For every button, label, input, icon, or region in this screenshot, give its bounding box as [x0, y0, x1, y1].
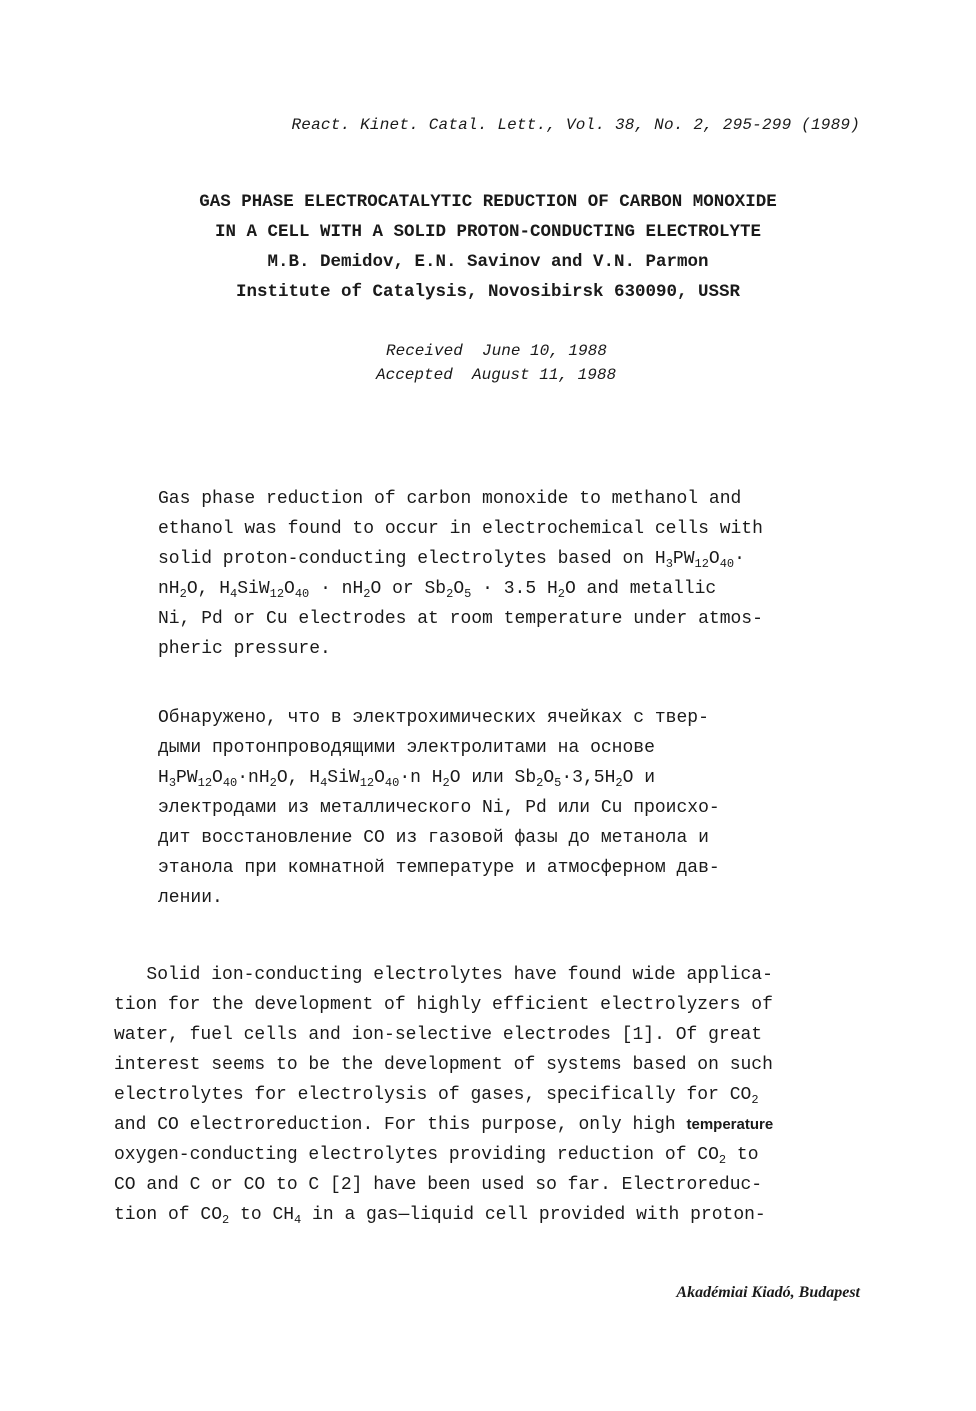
abstract-line: электродами из металлического Ni, Pd или Cu происхо- [158, 798, 720, 818]
body-line: oxygen-conducting electrolytes providing reduction of $CO_2$ to [114, 1145, 759, 1167]
abstract-line: Ni, Pd or Cu electrodes at room temperature under atmos- [158, 609, 763, 629]
accepted-date: Accepted August 11, 1988 [376, 366, 617, 384]
abstract-line: лении. [158, 888, 223, 908]
body-line: tion for the development of highly efficient electrolyzers of [114, 995, 773, 1015]
title-line-1: GAS PHASE ELECTROCATALYTIC REDUCTION OF CARBON MONOXIDE [199, 192, 777, 212]
body-line: Solid ion-conducting electrolytes have found wide applica- [114, 965, 773, 985]
body-line: tion of $CO_2$ to $CH_4$ in a gas—liquid cell provided with proton- [114, 1205, 766, 1227]
abstract-line: Обнаружено, что в электрохимических ячейках с твер- [158, 708, 709, 728]
body-line: and CO electroreduction. For this purpose, only high temperature [114, 1115, 774, 1135]
journal-reference: React. Kinet. Catal. Lett., Vol. 38, No. 2, 295-299 (1989) [291, 116, 860, 134]
abstract-line: ethanol was found to occur in electrochemical cells with [158, 519, 763, 539]
abstract-line: $H_3PW_{12}O_{40}\cdot nH_2O$, $H_4SiW_{12}O_{40}\cdot n$ $H_2O$ или $Sb_2O_5\cdot 3,5H_2O$ и [158, 768, 655, 790]
body-line: electrolytes for electrolysis of gases, specifically for $CO_2$ [114, 1085, 759, 1107]
abstract-line: Gas phase reduction of carbon monoxide to methanol and [158, 489, 742, 509]
authors: M.B. Demidov, E.N. Savinov and V.N. Parmon [267, 252, 709, 272]
received-date: Received June 10, 1988 [386, 342, 607, 360]
abstract-line: дит восстановление CO из газовой фазы до метанола и [158, 828, 709, 848]
abstract-line: pheric pressure. [158, 639, 331, 659]
abstract-line: solid proton-conducting electrolytes based on $H_3PW_{12}O_{40}\cdot$ [158, 549, 745, 571]
abstract-line: дыми протонпроводящими электролитами на основе [158, 738, 655, 758]
affiliation: Institute of Catalysis, Novosibirsk 630090, USSR [235, 282, 741, 302]
body-line: CO and C or CO to C [2] have been used so far. Electroreduc- [114, 1175, 763, 1195]
abstract-line: $nH_2O$, $H_4SiW_{12}O_{40} \cdot nH_2O$ or $Sb_2O_5 \cdot 3.5$ $H_2O$ and metallic [158, 579, 717, 601]
title-line-2: IN A CELL WITH A SOLID PROTON-CONDUCTING ELECTROLYTE [214, 222, 762, 242]
abstract-line: этанола при комнатной температуре и атмосферном дав- [158, 858, 720, 878]
publisher: Akadémiai Kiadó, Budapest [676, 1284, 860, 1301]
body-line: water, fuel cells and ion-selective electrodes [1]. Of great [114, 1025, 763, 1045]
body-line: interest seems to be the development of systems based on such [114, 1055, 773, 1075]
